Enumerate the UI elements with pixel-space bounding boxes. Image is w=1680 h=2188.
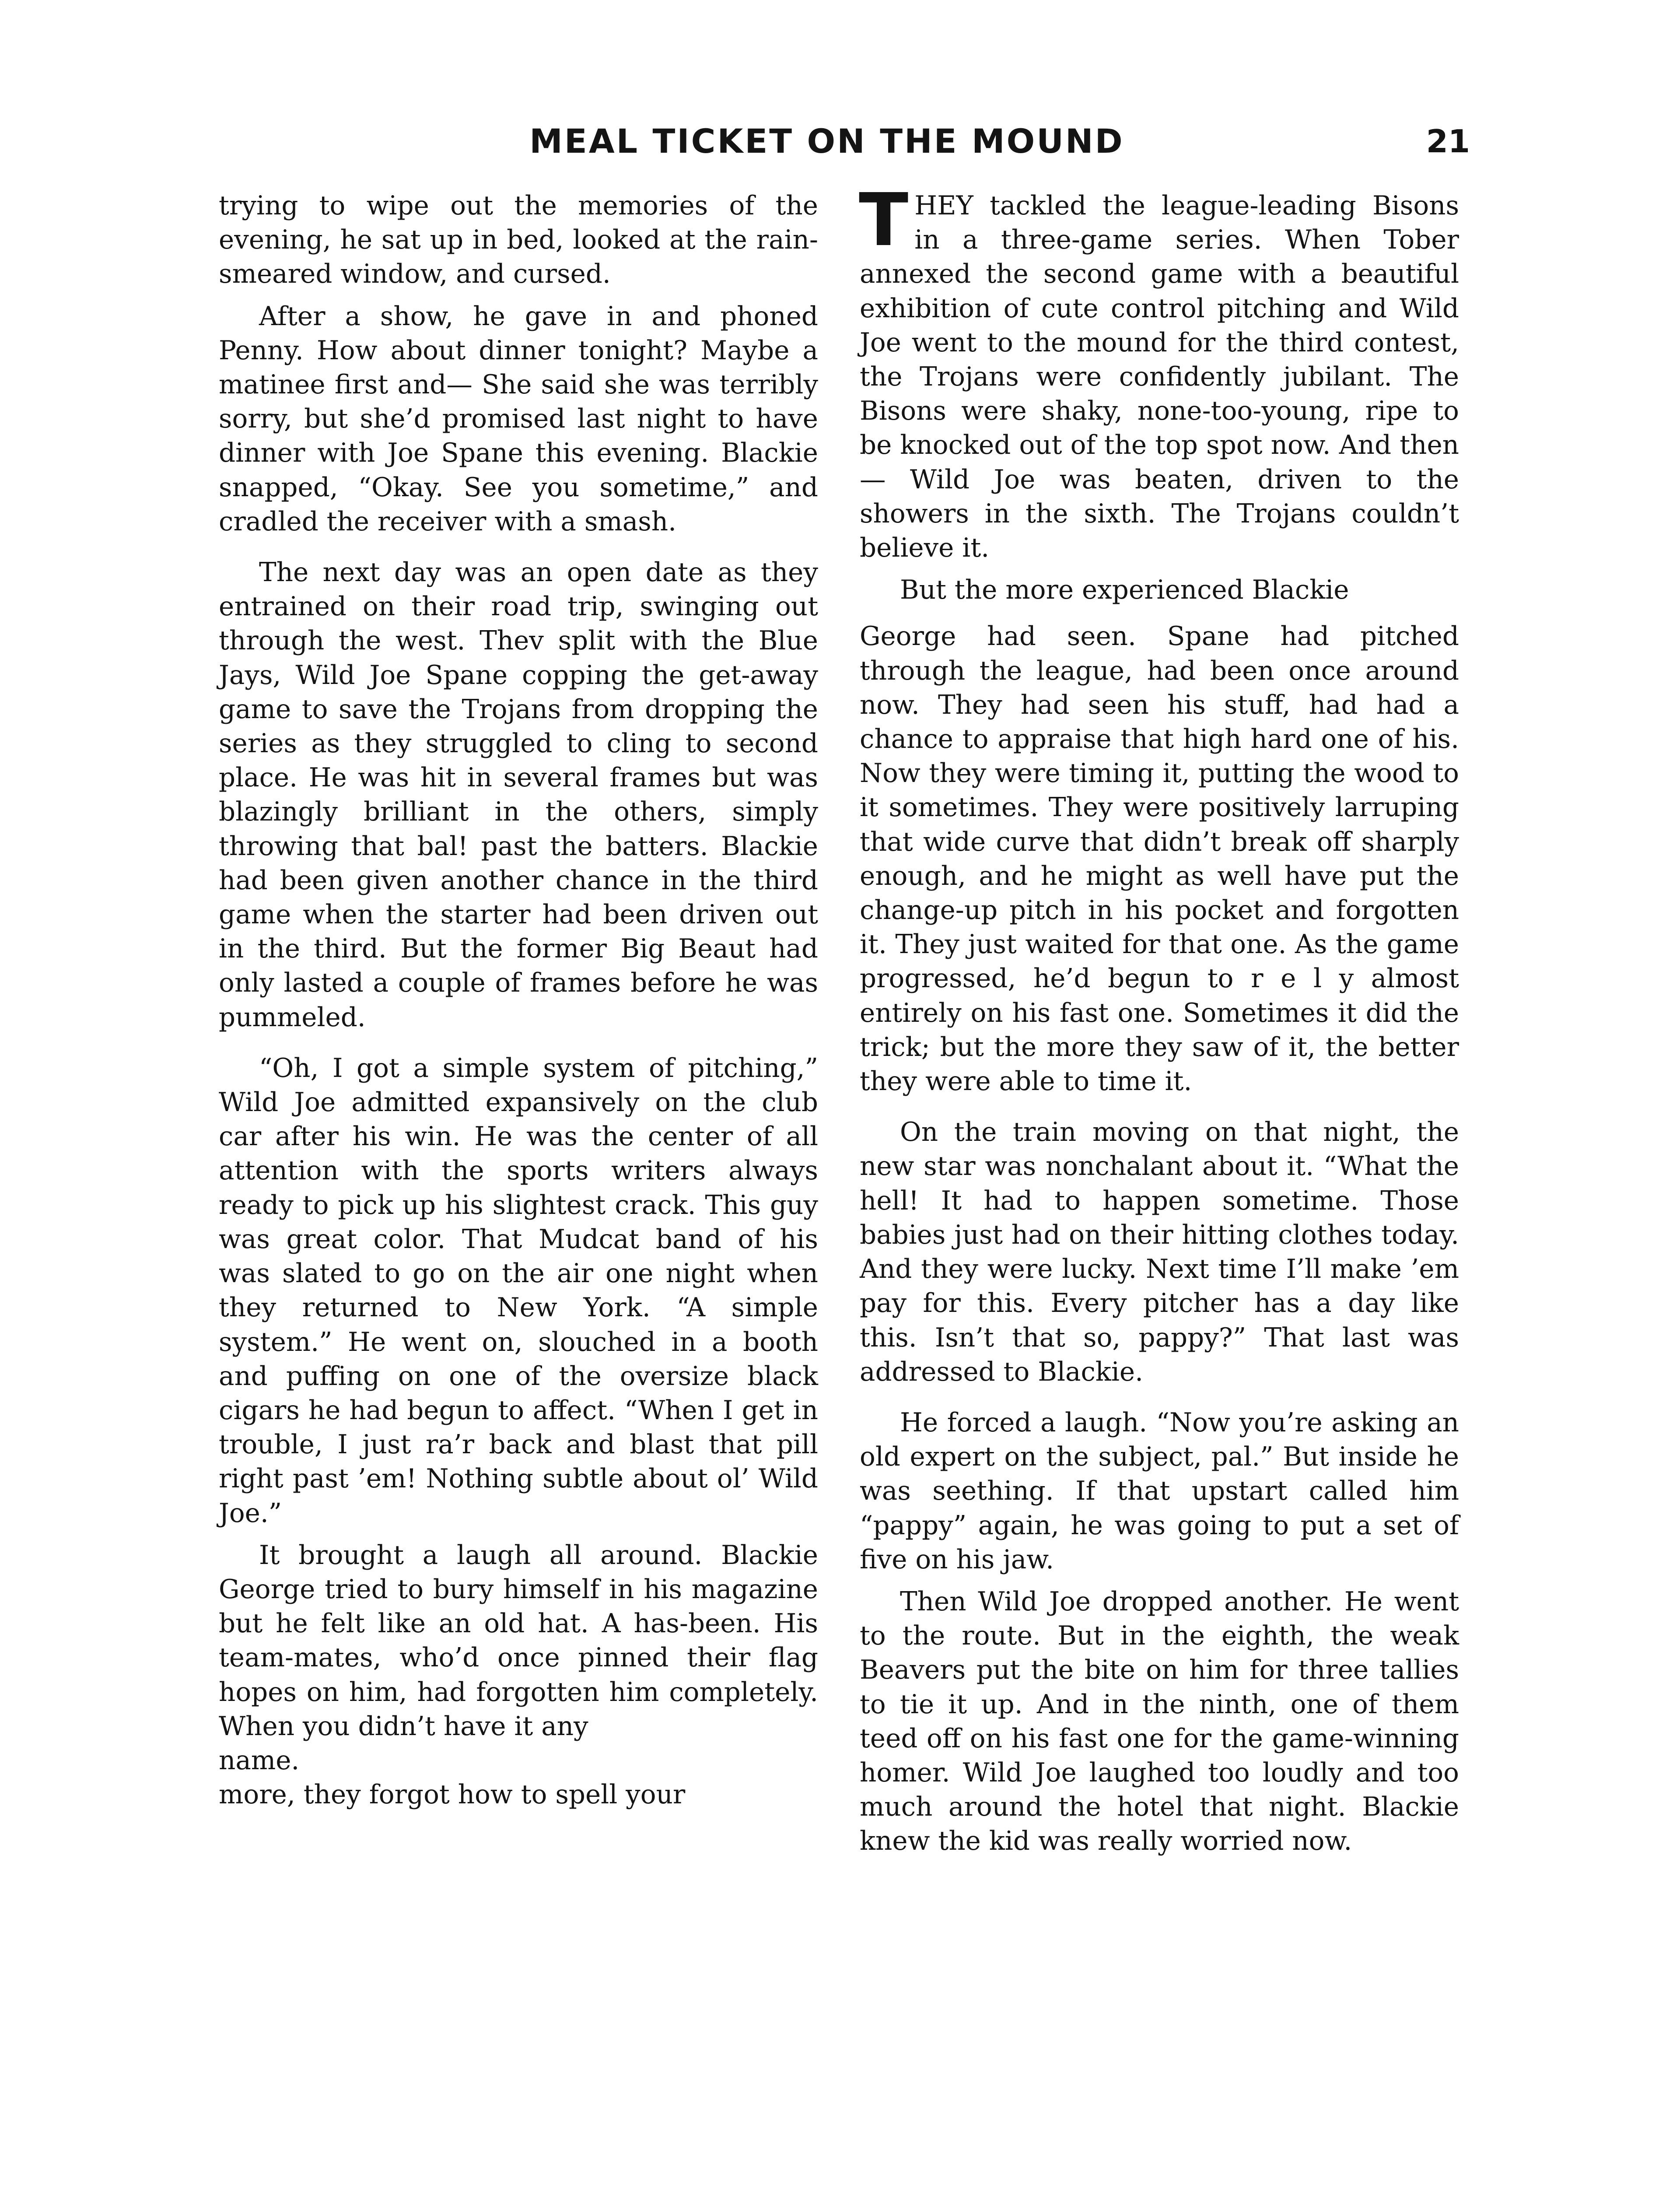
page-number: 21 [1426,123,1470,160]
paragraph-road-trip: The next day was an open date as they entrained on their road trip, swinging out through the west. Thev split with the Blue Jays, Wild Joe Spane copping the get-away game to save the Trojans from dropping the series as they struggled to cling to second place. He was hit in several frames but was blazingly brilliant in the others, simply throwing that bal! past the batters. Blackie had been given another chance in the third game when the starter had been driven out in the third. But the former Big Beaut had only lasted a couple of frames before he was pummeled. [219,558,818,1033]
paragraph-continued: trying to wipe out the memories of the evening, he sat up in bed, looked at the rain-smeared window, and cursed. [219,191,818,290]
left-column [219,189,818,1820]
misplaced-line: name. [219,1745,300,1776]
paragraph-bisons-text: HEY tackled the league-leading Bisons in a three-game series. When Tober annexed the second game with a beautiful exhibition of cute control pitching and Wild Joe went to the mound for the third contest, the Trojans were confidently jubilant. The Bisons were shaky, none-too-young, ripe to be knocked out of the top spot now. And then— Wild Joe was beaten, driven to the showers in the sixth. The Trojans couldn’t believe it. [860,191,1459,564]
paragraph-ending-line: more, they forgot how to spell your [219,1780,686,1810]
paragraph-experienced-blackie: George had seen. Spane had pitched through the league, had been once around now. They had seen his stuff, had had a chance to appraise that high hard one of his. Now they were timing it, putting the wood to it sometimes. They were positively larruping that wide curve that didn’t break off sharply enough, and he might as well have put the change-up pitch in his pocket and forgotten it. They just waited for that one. As the game progressed, he’d begun to r e l y almost entirely on his fast one. Sometimes it did the trick; but the more they saw of it, the better they were able to time it. [860,621,1459,1097]
paragraph-forced-laugh: He forced a laugh. “Now you’re asking an old expert on the subject, pal.” But inside he was seething. If that upstart called him “pappy” again, he was going to put a set of five on his jaw. [860,1407,1459,1575]
paragraph-simple-system: “Oh, I got a simple system of pitching,” Wild Joe admitted expansively on the club car after his win. He was the center of all attention with the sports writers always ready to pick up his slightest crack. This guy was great color. That Mudcat band of his was slated to go on the air one night when they returned to New York. “A simple system.” He went on, slouched in a booth and puffing on one of the oversize black cigars he had begun to affect. “When I get in trouble, I just ra’r back and blast that pill right past ’em! Nothing subtle about ol’ Wild Joe.” [219,1053,818,1529]
paragraph-bisons-series [859,178,1459,565]
running-head [0,117,1680,165]
paragraph-laugh-around: It brought a laugh all around. Blackie George tried to bury himself in his magazine but he felt like an old hat. A has-been. His team-mates, who’d once pinned their flag hopes on him, had forgotten him completely. When you didn’t have it any [219,1540,818,1742]
paragraph-train-night: On the train moving on that night, the new star was nonchalant about it. “What the hell! It had to happen sometime. Those babies just had on their hitting clothes today. And they were lucky. Next time I’ll make ’em pay for this. Every pitcher has a day like this. Isn’t that so, pappy?” That last was addressed to Blackie. [860,1117,1459,1387]
paragraph-dropped-another: Then Wild Joe dropped another. He went to the route. But in the eighth, the weak Beavers put the bite on him for three tallies to tie it up. And in the ninth, one of them teed off on his fast one for the game-winning homer. Wild Joe laughed too loudly and too much around the hotel that night. Blackie knew the kid was really worried now. [860,1586,1459,1857]
paragraph-phone-call: After a show, he gave in and phoned Penny. How about dinner tonight? Maybe a matinee first and— She said she was terribly sorry, but she’d promised last night to have dinner with Joe Spane this evening. Blackie snapped, “Okay. See you sometime,” and cradled the receiver with a smash. [219,301,818,537]
running-title: MEAL TICKET ON THE MOUND [529,122,1124,161]
paragraph-experienced-first-line: But the more experienced Blackie [900,575,1349,606]
drop-cap: T [859,178,909,263]
right-column [859,178,1459,1867]
